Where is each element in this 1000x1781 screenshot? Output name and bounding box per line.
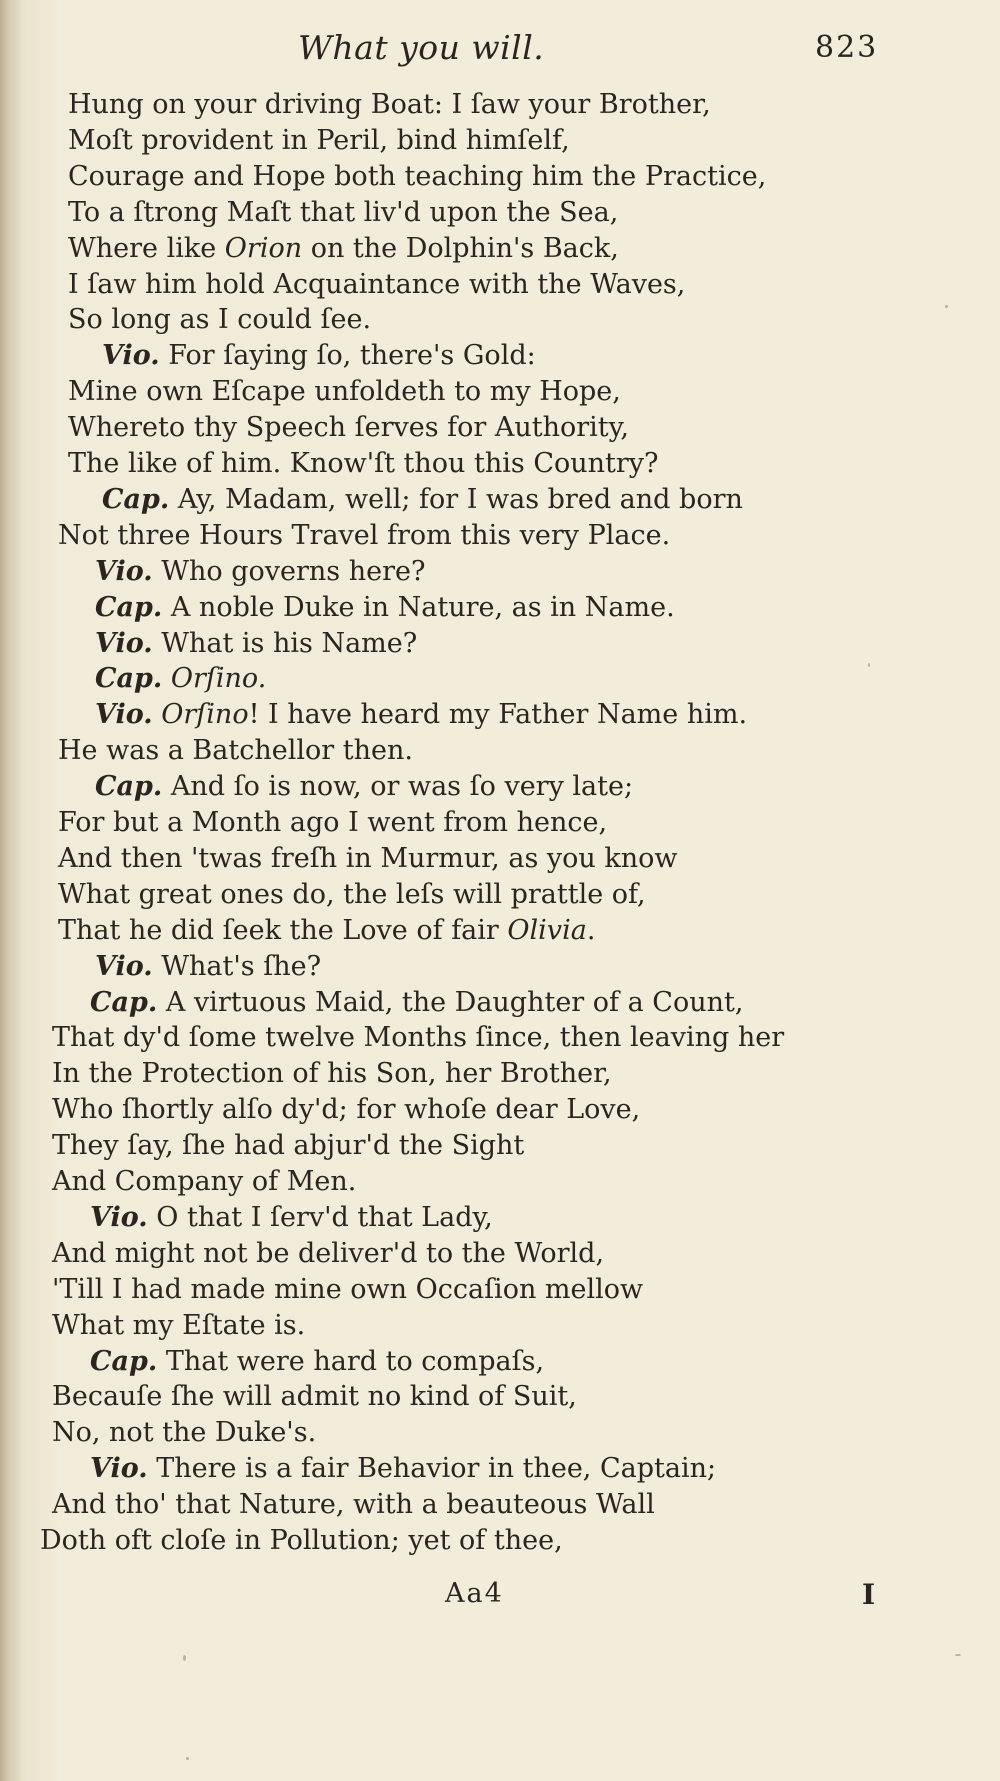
verse-line (68, 411, 629, 445)
line-text: A virtuous Maid, the Daughter of a Count, (157, 987, 744, 1018)
verse-line (95, 770, 633, 804)
line-text: Doth oft cloſe in Pollution; yet of thee, (40, 1525, 563, 1556)
verse-line (52, 1416, 316, 1450)
speaker-name: Vio. (95, 951, 153, 982)
verse-line (58, 878, 646, 912)
verse-line (58, 842, 677, 876)
line-text: He was a Batchellor then. (58, 735, 413, 766)
paper-speck (868, 663, 870, 667)
verse-line (95, 698, 747, 732)
line-text: . (586, 915, 596, 946)
line-text: Mine own Eſcape unfoldeth to my Hope, (68, 376, 621, 407)
line-text: What my Eſtate is. (52, 1310, 306, 1341)
verse-line (102, 339, 536, 373)
line-text: ! I have heard my Father Name him. (248, 699, 748, 730)
line-text: O that I ſerv'd that Lady, (147, 1202, 493, 1233)
line-text: Whereto thy Speech ſerves for Authority, (68, 412, 629, 443)
line-text: Moſt provident in Peril, bind himſelf, (68, 125, 570, 156)
verse-line (68, 375, 621, 409)
verse-line (40, 1524, 563, 1558)
verse-line (102, 483, 743, 517)
italic-name: Orion (224, 233, 303, 264)
verse-line (68, 232, 619, 266)
verse-line (52, 1165, 356, 1199)
verse-line (90, 1452, 716, 1486)
verse-line (68, 447, 659, 481)
verse-line (95, 662, 266, 696)
verse-line (52, 1021, 784, 1055)
line-text: And then 'twas freſh in Murmur, as you know (58, 843, 678, 874)
verse-line (90, 1201, 493, 1235)
verse-line (52, 1129, 524, 1163)
page-footer (0, 1578, 1000, 1628)
line-text: Becauſe ſhe will admit no kind of Suit, (52, 1381, 577, 1412)
paper-speck (955, 1654, 961, 1656)
paper-speck (186, 1757, 189, 1760)
verse-line (58, 734, 413, 768)
line-text: 'Till I had made mine own Occaſion mellow (52, 1274, 644, 1305)
line-text: Courage and Hope both teaching him the Practice, (68, 161, 767, 192)
signature-mark: Aa4 (445, 1578, 504, 1609)
verse-line (68, 124, 570, 158)
verse-line (95, 591, 675, 625)
verse-line (95, 627, 417, 661)
running-title: What you will. (298, 28, 545, 67)
line-text: No, not the Duke's. (52, 1417, 317, 1448)
verse-line (52, 1057, 612, 1091)
italic-name: Olivia (507, 915, 587, 946)
line-text: There is a fair Behavior in thee, Captain; (147, 1453, 717, 1484)
speaker-name: Cap. (95, 663, 163, 694)
verse-line (52, 1380, 577, 1414)
paper-speck (945, 305, 948, 308)
line-text: And Company of Men. (52, 1166, 357, 1197)
page-number: 823 (815, 30, 879, 65)
verse-line (58, 519, 670, 553)
line-text: And ſo is now, or was ſo very late; (162, 771, 634, 802)
line-text: Who ſhortly alſo dy'd; for whoſe dear Love, (52, 1094, 641, 1125)
line-text: For ſaying ſo, there's Gold: (159, 340, 536, 371)
line-text: Hung on your driving Boat: I ſaw your Brother, (68, 89, 711, 120)
speaker-name: Vio. (90, 1453, 148, 1484)
line-text: What great ones do, the leſs will prattle of, (58, 879, 646, 910)
speaker-name: Cap. (102, 484, 170, 515)
line-text: To a ſtrong Maſt that liv'd upon the Sea, (68, 197, 619, 228)
verse-line (90, 986, 743, 1020)
verse-line (58, 806, 607, 840)
line-text: And tho' that Nature, with a beauteous Wall (52, 1489, 655, 1520)
verse-line (95, 950, 321, 984)
speaker-name: Vio. (95, 556, 153, 587)
speaker-name: Cap. (90, 987, 158, 1018)
italic-name: Orſino. (162, 663, 267, 694)
line-text: Where like (68, 233, 225, 264)
line-text: They ſay, ſhe had abjur'd the Sight (52, 1130, 525, 1161)
line-text: The like of him. Know'ſt thou this Country? (68, 448, 659, 479)
gutter-shadow (0, 0, 22, 1781)
paper-speck (183, 1655, 186, 1661)
verse-line (58, 914, 595, 948)
verse-line (52, 1093, 640, 1127)
speaker-name: Cap. (95, 771, 163, 802)
line-text: I ſaw him hold Acquaintance with the Waves, (68, 269, 686, 300)
verse-line (52, 1237, 604, 1271)
line-text: on the Dolphin's Back, (302, 233, 619, 264)
speaker-name: Cap. (95, 592, 163, 623)
verse-line (90, 1345, 544, 1379)
line-text: That were hard to compaſs, (157, 1346, 545, 1377)
line-text: And might not be deliver'd to the World, (52, 1238, 605, 1269)
line-text: Ay, Madam, well; for I was bred and born (169, 484, 743, 515)
italic-name: Orſino (152, 699, 249, 730)
speaker-name: Vio. (95, 699, 153, 730)
speaker-name: Cap. (90, 1346, 158, 1377)
line-text: So long as I could ſee. (68, 304, 372, 335)
speaker-name: Vio. (95, 628, 153, 659)
line-text: That dy'd ſome twelve Months ſince, then leaving her (52, 1022, 785, 1053)
verse-line (68, 303, 371, 337)
verse-line (52, 1273, 643, 1307)
verse-line (52, 1309, 305, 1343)
verse-line (68, 88, 711, 122)
verse-line (68, 160, 766, 194)
line-text: Not three Hours Travel from this very Place. (58, 520, 671, 551)
verse-line (68, 268, 685, 302)
line-text: In the Protection of his Son, her Brother, (52, 1058, 612, 1089)
speaker-name: Vio. (90, 1202, 148, 1233)
catchmark: I (862, 1578, 876, 1611)
verse-line (68, 196, 618, 230)
speaker-name: Vio. (102, 340, 160, 371)
line-text: For but a Month ago I went from hence, (58, 807, 608, 838)
line-text: Who governs here? (152, 556, 426, 587)
running-head (0, 26, 1000, 76)
line-text: That he did ſeek the Love of fair (58, 915, 508, 946)
verse-line (95, 555, 425, 589)
line-text: What is his Name? (152, 628, 418, 659)
verse-line (52, 1488, 655, 1522)
line-text: What's ſhe? (152, 951, 322, 982)
line-text: A noble Duke in Nature, as in Name. (162, 592, 675, 623)
